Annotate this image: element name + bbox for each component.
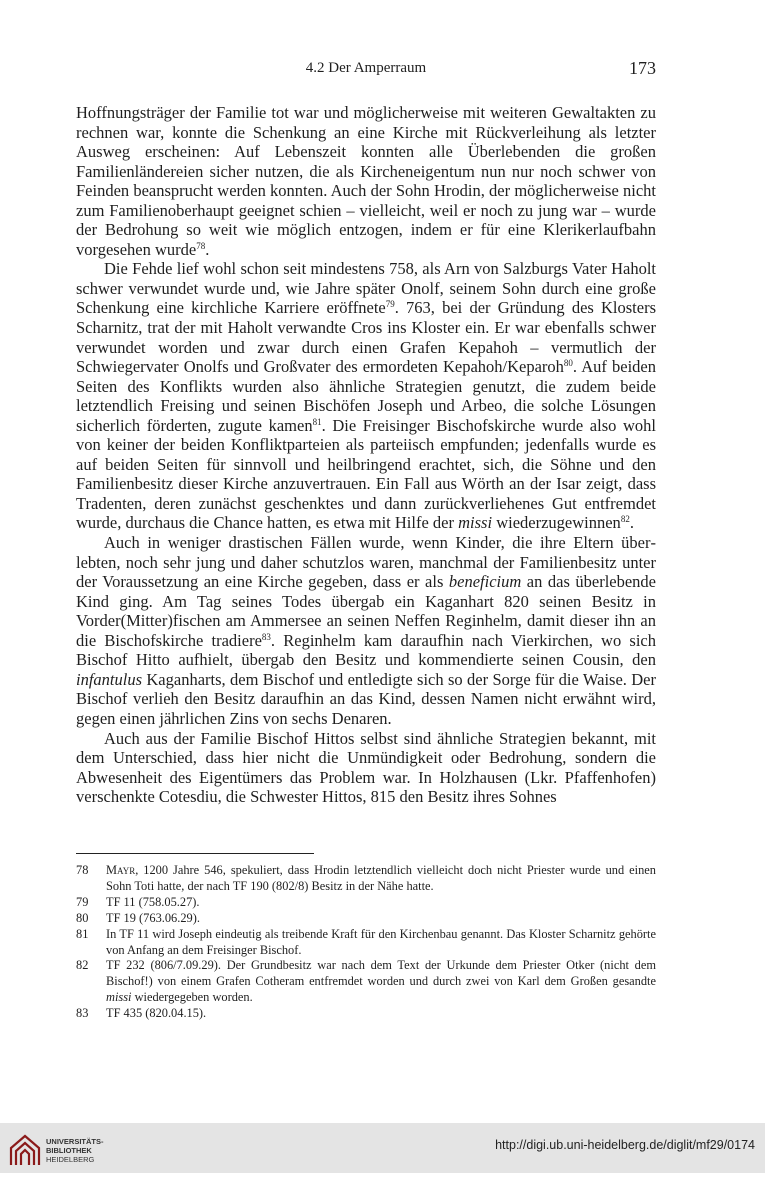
footnote-number: 80 — [76, 910, 89, 925]
text-run: TF 11 (758.05.27). — [106, 894, 200, 909]
footnote-number: 79 — [76, 894, 89, 909]
text-run: an das überlebende Kind ging. Am Tag seines Todes übergab ein Kaganhart 820 seinen Besitz in Vorder(Mitter)fischen am Ammersee an seinen Neffen Reginhelm, damit dieser ihn an die Bischofskirche tradiere — [76, 572, 656, 650]
footer-bar — [0, 1123, 765, 1173]
text-run: Hoffnungsträger der Familie tot war und möglicherweise mit weiteren Gewaltakten zu rechnen war, konnte die Schenkung an eine Kirche mit Rückverleihung als letzter Ausweg erscheinen: Auf Lebenszeit konnten alle Überlebenden die großen Familienländereien sicher nutzen, die als Kircheneigentum nun nur noch schwer von Feinden beansprucht werden konnten. Auch der Sohn Hrodin, der möglicherweise nicht zum Familienoberhaupt geeignet schien – vielleicht, weil er noch zu jung war – wurde der Bedrohung so weit wie möglich entzogen, indem er für eine Klerikerlaufbahn vorgesehen wurde — [76, 103, 656, 259]
footnote — [76, 1006, 656, 1022]
library-name-line: HEIDELBERG — [46, 1155, 95, 1164]
footnotes — [76, 863, 656, 1022]
footnote-ref: 81 — [312, 416, 322, 427]
running-title: 4.2 Der Amperraum — [305, 60, 427, 76]
footnote-number: 82 — [76, 958, 89, 973]
footnote-text — [106, 927, 656, 959]
text-run: TF 232 (806/7.09.29). Der Grundbesitz war nach dem Text der Urkunde dem Priester Otker (nicht dem Bischof!) von einem Grafen Cotheram entfremdet worden und durch zwei von Karl dem Großen gesandte — [106, 958, 656, 989]
library-name-line: BIBLIOTHEK — [46, 1146, 92, 1155]
text-run: Auch in weniger drastischen Fällen wurde, wenn Kinder, die ihre Eltern überlebten, noch sehr jung und daher schutzlos waren, manchmal der Familienbesitz unter der Voraussetzung an eine Kirche gegeben, dass er als — [76, 533, 656, 592]
paragraph — [76, 259, 656, 533]
footnote-number: 78 — [76, 863, 89, 877]
footnote-text — [106, 863, 656, 895]
footnote-divider — [76, 853, 314, 854]
text-run: . — [205, 239, 210, 259]
text-run: Auch aus der Familie Bischof Hittos selbst sind ähnliche Strategien bekannt, mit dem Unterschied, dass hier nicht die Unmündigkeit oder Bedrohung, sondern die Abwesenheit des Eigentümers das Problem war. In Holzhausen (Lkr. Pfaffenhofen) verschenkte Cotesdiu, die Schwester Hittos, 815 den Besitz ihres Sohnes — [76, 728, 656, 807]
footnote — [76, 958, 656, 1006]
source-url-link[interactable]: http://digi.ub.uni-heidelberg.de/diglit/mf29/0174 — [495, 1138, 755, 1152]
text-run: TF 435 (820.04.15). — [106, 1006, 207, 1021]
footnote-text — [106, 895, 656, 911]
italic-term: missi — [106, 990, 132, 1005]
text-run: wiederzugewinnen — [492, 513, 621, 533]
text-run: Die Fehde lief wohl schon seit mindestens 758, als Arn von Salzburgs Vater Haholt schwer verwundet wurde und, wie Jahre später Onolf, seinem Sohn durch eine große Schenkung eine kirchliche Karriere eröffnete — [76, 259, 656, 318]
page-header — [76, 60, 656, 84]
footnote-ref: 83 — [261, 631, 271, 642]
body-text — [76, 103, 656, 807]
paragraph — [76, 533, 656, 728]
text-run: . — [629, 513, 634, 533]
text-run: TF 19 (763.06.29). — [106, 910, 200, 925]
footnote — [76, 911, 656, 927]
footnote — [76, 927, 656, 959]
text-run: . Reginhelm kam daraufhin nach Vierkirchen, wo sich Bischof Hitto aufhielt, übergab den Besitz und kommendierte seinen Cousin, den — [76, 630, 656, 670]
footnote — [76, 863, 656, 895]
footnote-ref: 80 — [563, 358, 573, 369]
footnote-text — [106, 911, 656, 927]
footnote — [76, 895, 656, 911]
text-run: , 1200 Jahre 546, spekuliert, dass Hrodin letztendlich vielleicht doch nicht Priester wurde und einen Sohn Toti hatte, der nach TF 190 (802/8) Besitz in der Nähe hatte. — [106, 863, 656, 893]
text-run: wiedergegeben worden. — [131, 990, 253, 1005]
paragraph — [76, 729, 656, 807]
footnote-ref: 79 — [385, 299, 395, 310]
author-name: Mayr — [106, 863, 136, 877]
footnote-ref: 82 — [620, 514, 630, 525]
library-name — [46, 1137, 104, 1164]
italic-term: missi — [458, 513, 493, 533]
text-run: . Die Freisinger Bischofskirche wurde also wohl von keiner der beiden Konfliktparteien als parteiisch empfunden; jedenfalls wurde es auf beiden Seiten für sinnvoll und heilbringend erachtet, sich, die Söhne und den Familienbesitz dieser Kirche anzuvertrauen. Ein Fall aus Wörth an der Isar zeigt, dass Tradenten, deren zunächst geschenktes und dann zurückverliehenes Gut entfremdet wurde, durchaus die Chance hatten, es etwa mit Hilfe der — [76, 415, 656, 533]
text-run: . Auf beiden Seiten des Konflikts wurden also ähnliche Strategien genutzt, die zudem beide letztendlich Freising und seinen Bischöfen Joseph und Arbeo, die solche Lösungen sicherlich förderten, zugute kamen — [76, 357, 657, 435]
footnote-text — [106, 1006, 656, 1022]
italic-term: infantulus — [76, 669, 143, 689]
text-run: In TF 11 wird Joseph eindeutig als treibende Kraft für den Kirchenbau genannt. Das Kloster Scharnitz gehörte von Anfang an dem Freisinger Bischof. — [106, 926, 656, 957]
text-run: . 763, bei der Gründung des Klosters Scharnitz, trat der mit Haholt verwandte Cros ins Kloster ein. Er war ebenfalls schwer verwundet worden und zwar durch einen Grafen Kepahoh – vermutlich der Schwiegervater Onolfs und Großvater des ermordeten Kepahoh/Keparoh — [76, 298, 656, 377]
italic-term: beneficium — [448, 572, 522, 592]
text-run: Kaganharts, dem Bischof und entledigte sich so der Sorge für die Waise. Der Bischof verlieh den Besitz daraufhin an das Kind, dessen Namen nicht erwähnt wird, gegen einen jährlichen Zins von sechs Denaren. — [76, 669, 656, 728]
footnote-number: 81 — [76, 926, 89, 941]
footnote-text — [106, 958, 656, 1006]
page-number: 173 — [629, 58, 656, 78]
footnote-ref: 78 — [196, 240, 206, 251]
library-logo-icon[interactable] — [8, 1133, 42, 1167]
footnote-number: 83 — [76, 1006, 89, 1021]
library-name-line: UNIVERSITÄTS- — [46, 1137, 104, 1146]
paragraph — [76, 103, 656, 259]
